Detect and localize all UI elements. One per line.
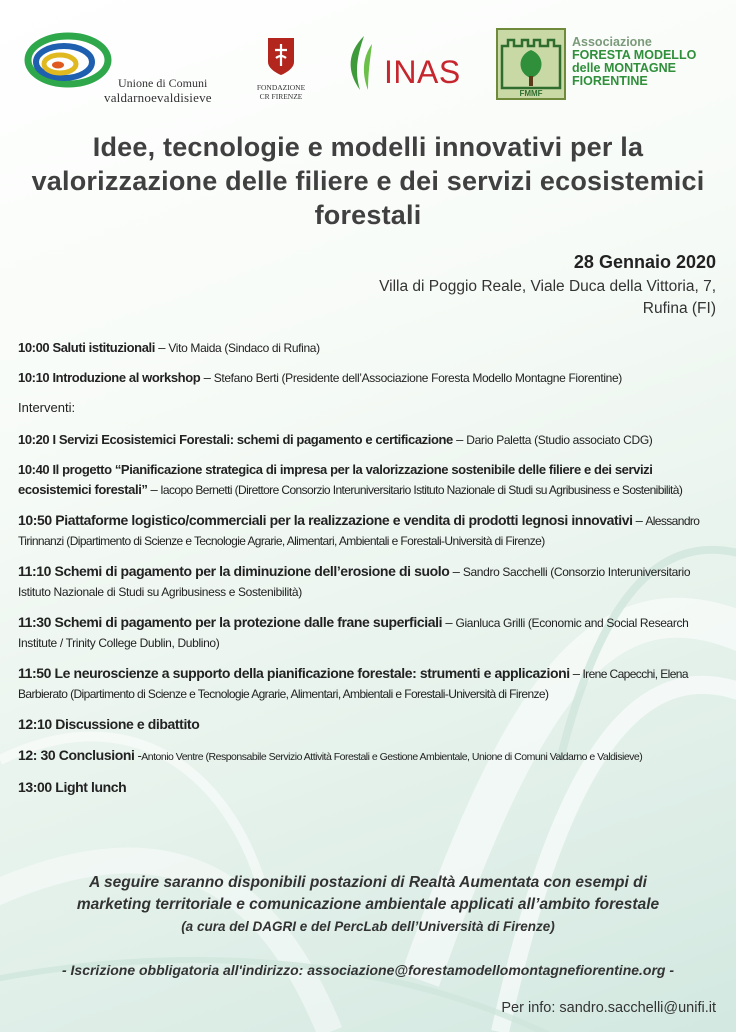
closing-credit: (a cura del DAGRI e del PercLab dell’Università di Firenze) xyxy=(181,919,555,934)
inas-logo xyxy=(342,34,472,94)
fmmf-badge-label: FMMF xyxy=(519,89,543,98)
closing-note xyxy=(20,872,716,937)
fmmf-name xyxy=(572,36,696,88)
unione-comuni-logo xyxy=(24,28,234,108)
fmmf-line3: delle MONTAGNE xyxy=(572,61,676,75)
agenda-item-title: 12:10 Discussione e dibattito xyxy=(18,716,200,732)
interventi-label: Interventi: xyxy=(18,400,76,415)
fondazione-cr-firenze-logo xyxy=(246,36,316,106)
agenda-item-separator: - xyxy=(134,748,142,763)
event-venue xyxy=(216,276,716,320)
fondazione-label-line1: FONDAZIONE xyxy=(256,83,306,92)
agenda-item-title: 11:50 Le neuroscienze a supporto della pianificazione forestale: strumenti e applicazioni xyxy=(18,665,570,681)
fmmf-line4: FIORENTINE xyxy=(572,74,648,88)
agenda-item-title: 10:10 Introduzione al workshop xyxy=(18,370,201,385)
agenda-item-separator: – xyxy=(200,370,214,385)
agenda-item-speaker: Vito Maida (Sindaco di Rufina) xyxy=(168,341,320,355)
unione-name-line1: Unione di Comuni xyxy=(118,76,208,90)
agenda-item-separator: – xyxy=(154,340,169,355)
agenda-item-separator: – xyxy=(569,666,583,681)
agenda-item-separator: – xyxy=(632,513,646,528)
event-title: Idee, tecnologie e modelli innovativi per la valorizzazione delle filiere e dei servizi ecosistemici forestali xyxy=(31,132,705,230)
inas-leaf-icon xyxy=(342,34,382,94)
agenda-item-speaker: Gianluca Grilli (Economic and Social Research Institute / Trinity College Dublin, Dublino) xyxy=(18,616,689,650)
agenda-item xyxy=(18,338,720,358)
agenda-item-speaker: Iacopo Bernetti (Direttore Consorzio Interuniversitario Istituto Nazionale di Studi su Agribusiness e Sostenibilità) xyxy=(160,483,683,497)
agenda-item-speaker: Alessandro Tirinnanzi (Dipartimento di Scienze e Tecnologie Agrarie, Alimentari, Ambientali e Forestali-Università di Firenze) xyxy=(18,514,700,548)
fondazione-shield-icon xyxy=(266,36,296,76)
agenda-item xyxy=(18,510,720,551)
agenda-item-title: 13:00 Light lunch xyxy=(18,779,127,795)
agenda-item-title: 10:20 I Servizi Ecosistemici Forestali: schemi di pagamento e certificazione xyxy=(18,432,453,447)
agenda-item xyxy=(18,714,720,735)
agenda-item-title: 10:50 Piattaforme logistico/commerciali per la realizzazione e vendita di prodotti legnosi innovativi xyxy=(18,512,633,528)
agenda-item xyxy=(18,663,720,704)
fondazione-label-line2: CR FIRENZE xyxy=(259,92,303,101)
agenda-item-title: 10:40 Il progetto “Pianificazione strategica di impresa per la valorizzazione sostenibile delle filiere e dei servizi ecosistemici forestali” xyxy=(18,462,653,497)
event-date: 28 Gennaio 2020 xyxy=(573,252,716,272)
fondazione-label xyxy=(246,83,316,101)
agenda-item xyxy=(18,561,720,602)
agenda-item-title: 11:30 Schemi di pagamento per la protezione dalle frane superficiali xyxy=(18,614,443,630)
fmmf-line1: Associazione xyxy=(572,35,652,49)
agenda-item xyxy=(18,430,720,450)
inas-wordmark: INAS xyxy=(384,54,461,90)
logo-strip xyxy=(20,22,720,112)
agenda-item-title: 12: 30 Conclusioni xyxy=(18,747,135,763)
registration-note: - Iscrizione obbligatoria all'indirizzo: associazione@forestamodellomontagnefiorentine.org - xyxy=(61,962,675,978)
agenda-item-speaker: Stefano Berti (Presidente dell’Associazione Foresta Modello Montagne Fiorentine) xyxy=(213,371,622,385)
agenda-item-separator: – xyxy=(452,432,467,447)
venue-line1: Villa di Poggio Reale, Viale Duca della Vittoria, 7, xyxy=(379,278,716,295)
contact-info: Per info: sandro.sacchelli@unifi.it xyxy=(501,1000,716,1016)
agenda-item xyxy=(18,745,720,767)
closing-line2: marketing territoriale e comunicazione ambientale applicati all’ambito forestale xyxy=(76,896,660,913)
agenda-item-title: 10:00 Saluti istituzionali xyxy=(18,340,155,355)
unione-swirl-icon xyxy=(24,28,120,90)
closing-line1: A seguire saranno disponibili postazioni di Realtà Aumentata con esempi di xyxy=(89,874,647,891)
agenda-item xyxy=(18,777,720,798)
agenda-item-speaker: Dario Paletta (Studio associato CDG) xyxy=(466,433,653,447)
agenda-item-separator: – xyxy=(442,615,456,630)
agenda-item xyxy=(18,368,720,388)
fmmf-line2: FORESTA MODELLO xyxy=(572,48,697,62)
agenda-item-title: 11:10 Schemi di pagamento per la diminuzione dell’erosione di suolo xyxy=(18,563,450,579)
agenda-item-separator: – xyxy=(147,482,161,497)
agenda-item-separator: – xyxy=(449,564,463,579)
agenda-list xyxy=(18,338,720,808)
agenda-item xyxy=(18,612,720,653)
venue-line2: Rufina (FI) xyxy=(642,300,716,317)
unione-name-line2: valdarnoevaldisieve xyxy=(104,90,212,105)
fmmf-castle-tree-icon xyxy=(496,28,566,100)
agenda-item-speaker: Sandro Sacchelli (Consorzio Interuniversitario Istituto Nazionale di Studi su Agribusiness e Sostenibilità) xyxy=(18,565,691,599)
agenda-item-speaker: Irene Capecchi, Elena Barbierato (Dipartimento di Scienze e Tecnologie Agrarie, Alimentari, Ambientali e Forestali-Università di Firenze) xyxy=(18,667,688,701)
foresta-modello-logo xyxy=(496,28,722,104)
agenda-item-speaker: Antonio Ventre (Responsabile Servizio Attività Forestali e Gestione Ambientale, Unione di Comuni Valdarno e Valdisieve) xyxy=(141,751,643,763)
agenda-item xyxy=(18,460,720,500)
